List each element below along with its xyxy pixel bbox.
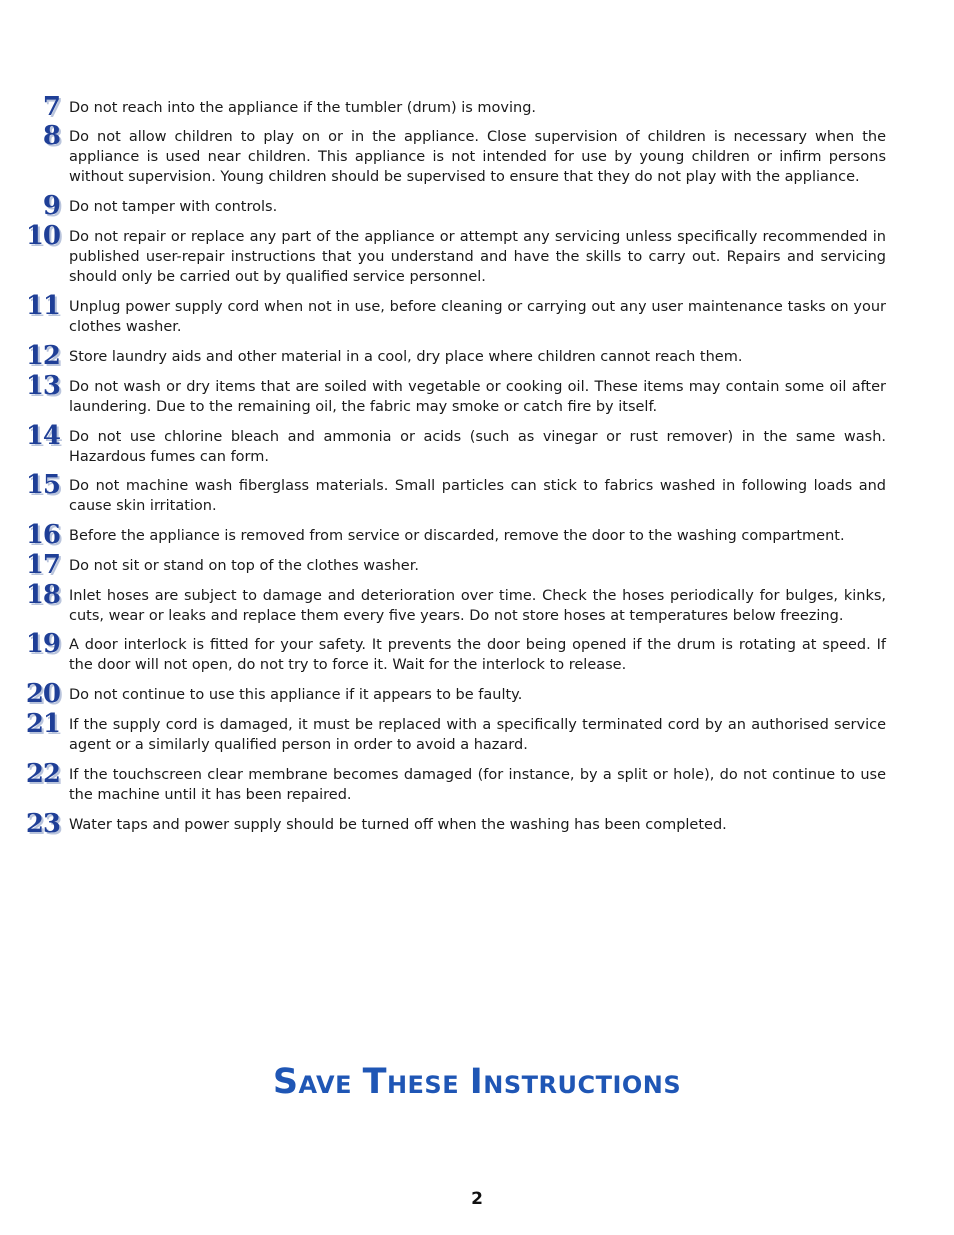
item-text: Do not tamper with controls. [69, 199, 278, 215]
item-text: If the supply cord is damaged, it must be replaced with a specifically terminated cord by an authorised service agent or a similarly qualified person in order to avoid a hazard. [69, 717, 886, 753]
item-text: Unplug power supply cord when not in use, before cleaning or carrying out any user maintenance tasks on your clothes washer. [69, 299, 886, 335]
item-number: 22 [25, 759, 60, 789]
item-number: 8 [42, 121, 60, 151]
item-text: Do not machine wash fiberglass materials. Small particles can stick to fabrics washed in following loads and cause skin irritation. [69, 478, 886, 514]
item-text: Do not use chlorine bleach and ammonia or acids (such as vinegar or rust remover) in the same wash. Hazardous fumes can form. [69, 429, 886, 465]
save-these-instructions-heading: SAVE THESE INSTRUCTIONS [272, 1062, 682, 1102]
item-number: 18 [25, 580, 60, 610]
item-text: If the touchscreen clear membrane becomes damaged (for instance, by a split or hole), do not continue to use the machine until it has been repaired. [69, 767, 886, 803]
item-number: 21 [25, 709, 60, 739]
item-number: 12 [25, 341, 60, 371]
item-number: 7 [42, 92, 60, 122]
item-number: 13 [25, 371, 60, 401]
item-number: 19 [25, 629, 60, 659]
item-number: 9 [42, 191, 60, 221]
item-text: Water taps and power supply should be turned off when the washing has been completed. [69, 817, 727, 833]
page-number: 2 [471, 1189, 483, 1209]
item-number: 20 [25, 679, 60, 709]
item-text: Do not continue to use this appliance if it appears to be faulty. [69, 687, 523, 703]
item-number: 15 [25, 470, 60, 500]
item-number: 10 [25, 221, 60, 251]
item-text: Do not wash or dry items that are soiled with vegetable or cooking oil. These items may contain some oil after laundering. Due to the remaining oil, the fabric may smoke or catch fire by itself. [69, 379, 886, 415]
item-text: Do not repair or replace any part of the appliance or attempt any servicing unless specifically recommended in published user-repair instructions that you understand and have the skills to carry out. Repairs and servicing should only be carried out by qualified service personnel. [69, 229, 886, 285]
item-number: 23 [25, 809, 60, 839]
item-text: Do not sit or stand on top of the clothes washer. [69, 558, 419, 574]
item-text: Do not allow children to play on or in the appliance. Close supervision of children is necessary when the appliance is used near children. This appliance is not intended for use by young children or infirm persons without supervision. Young children should be supervised to ensure that they do not play with the appliance. [69, 129, 886, 185]
item-text: Do not reach into the appliance if the tumbler (drum) is moving. [69, 100, 537, 116]
item-text: Store laundry aids and other material in a cool, dry place where children cannot reach them. [69, 349, 743, 365]
item-text: A door interlock is fitted for your safety. It prevents the door being opened if the drum is rotating at speed. If the door will not open, do not try to force it. Wait for the interlock to release. [69, 637, 886, 673]
item-text: Before the appliance is removed from service or discarded, remove the door to the washing compartment. [69, 528, 845, 544]
item-number: 16 [25, 520, 60, 550]
item-text: Inlet hoses are subject to damage and deterioration over time. Check the hoses periodically for bulges, kinks, cuts, wear or leaks and replace them every five years. Do not store hoses at temperatures below freezing. [69, 588, 886, 624]
item-number: 17 [25, 550, 60, 580]
item-number: 11 [25, 291, 60, 321]
item-number: 14 [25, 421, 60, 451]
